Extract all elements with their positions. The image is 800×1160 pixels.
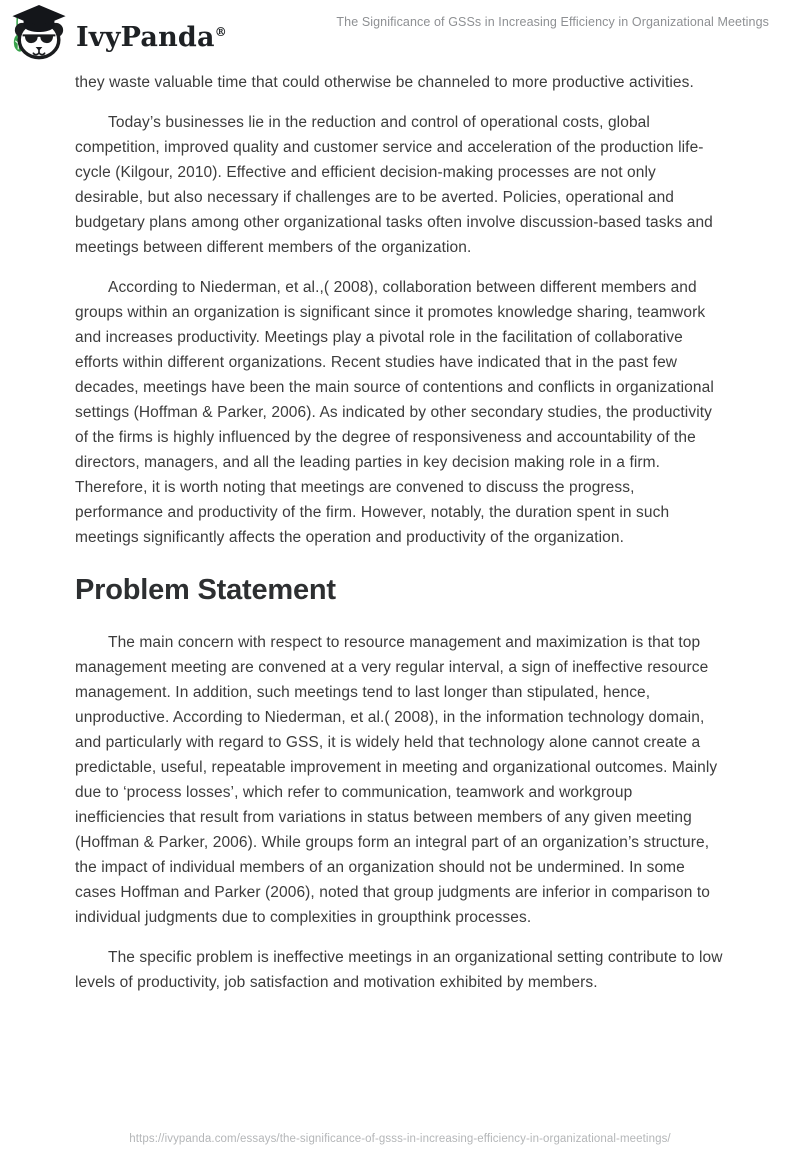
document-title: The Significance of GSSs in Increasing Efficiency in Organizational Meetings (336, 15, 769, 29)
section-heading-problem-statement: Problem Statement (75, 574, 336, 606)
paragraph: The main concern with respect to resource management and maximization is that top management meeting are convened at a very regular interval, a sign of ineffective resource management. In addition, such meetings tend to last longer than stipulated, hence, unproductive. According to Niederman, et al.( 2008), in the information technology domain, and particularly with regard to GSS, it is widely held that technology alone cannot create a predictable, useful, repeatable improvement in meeting and organizational outcomes. Mainly due to ‘process losses’, which refer to communication, teamwork and workgroup inefficiencies that result from variations in status between members of any given meeting (Hoffman & Parker, 2006). While groups form an integral part of an organization’s structure, the impact of individual members of an organization should not be undermined. In some cases Hoffman and Parker (2006), noted that group judgments are inferior in comparison to individual judgments due to complexities in groupthink processes. (75, 634, 718, 926)
source-url[interactable]: https://ivypanda.com/essays/the-significance-of-gsss-in-increasing-efficiency-in-organizational-meetings/ (129, 1133, 671, 1145)
logo-wordmark: IvyPanda® (76, 22, 227, 53)
registered-mark: ® (214, 25, 227, 39)
paragraph: Today’s businesses lie in the reduction and control of operational costs, global competition, improved quality and customer service and acceleration of the production life-cycle (Kilgour, 2010). Effective and efficient decision-making processes are not only desirable, but also necessary if challenges are to be averted. Policies, operational and budgetary plans among other organizational tasks often involve discussion-based tasks and meetings between different members of the organization. (75, 114, 713, 256)
page-footer (0, 1129, 800, 1147)
paragraph: According to Niederman, et al.,( 2008), collaboration between different members and groups within an organization is significant since it promotes knowledge sharing, teamwork and increases productivity. Meetings play a pivotal role in the facilitation of collaborative efforts within different organizations. Recent studies have indicated that in the past few decades, meetings have been the main source of contentions and conflicts in organizational settings (Hoffman & Parker, 2006). As indicated by other secondary studies, the productivity of the firms is highly influenced by the degree of responsiveness and accountability of the directors, managers, and all the leading parties in key decision making role in a firm. Therefore, it is worth noting that meetings are convened to discuss the progress, performance and productivity of the firm. However, notably, the duration spent in such meetings significantly affects the operation and productivity of the organization. (75, 279, 714, 546)
panda-graduate-icon (10, 4, 68, 65)
page-header (0, 0, 800, 64)
paragraph: The specific problem is ineffective meetings in an organizational setting contribute to low levels of productivity, job satisfaction and motivation exhibited by members. (75, 949, 723, 991)
essay-content (75, 70, 723, 1010)
ivypanda-logo[interactable] (10, 4, 227, 65)
paragraph: they waste valuable time that could otherwise be channeled to more productive activities. (75, 74, 694, 91)
